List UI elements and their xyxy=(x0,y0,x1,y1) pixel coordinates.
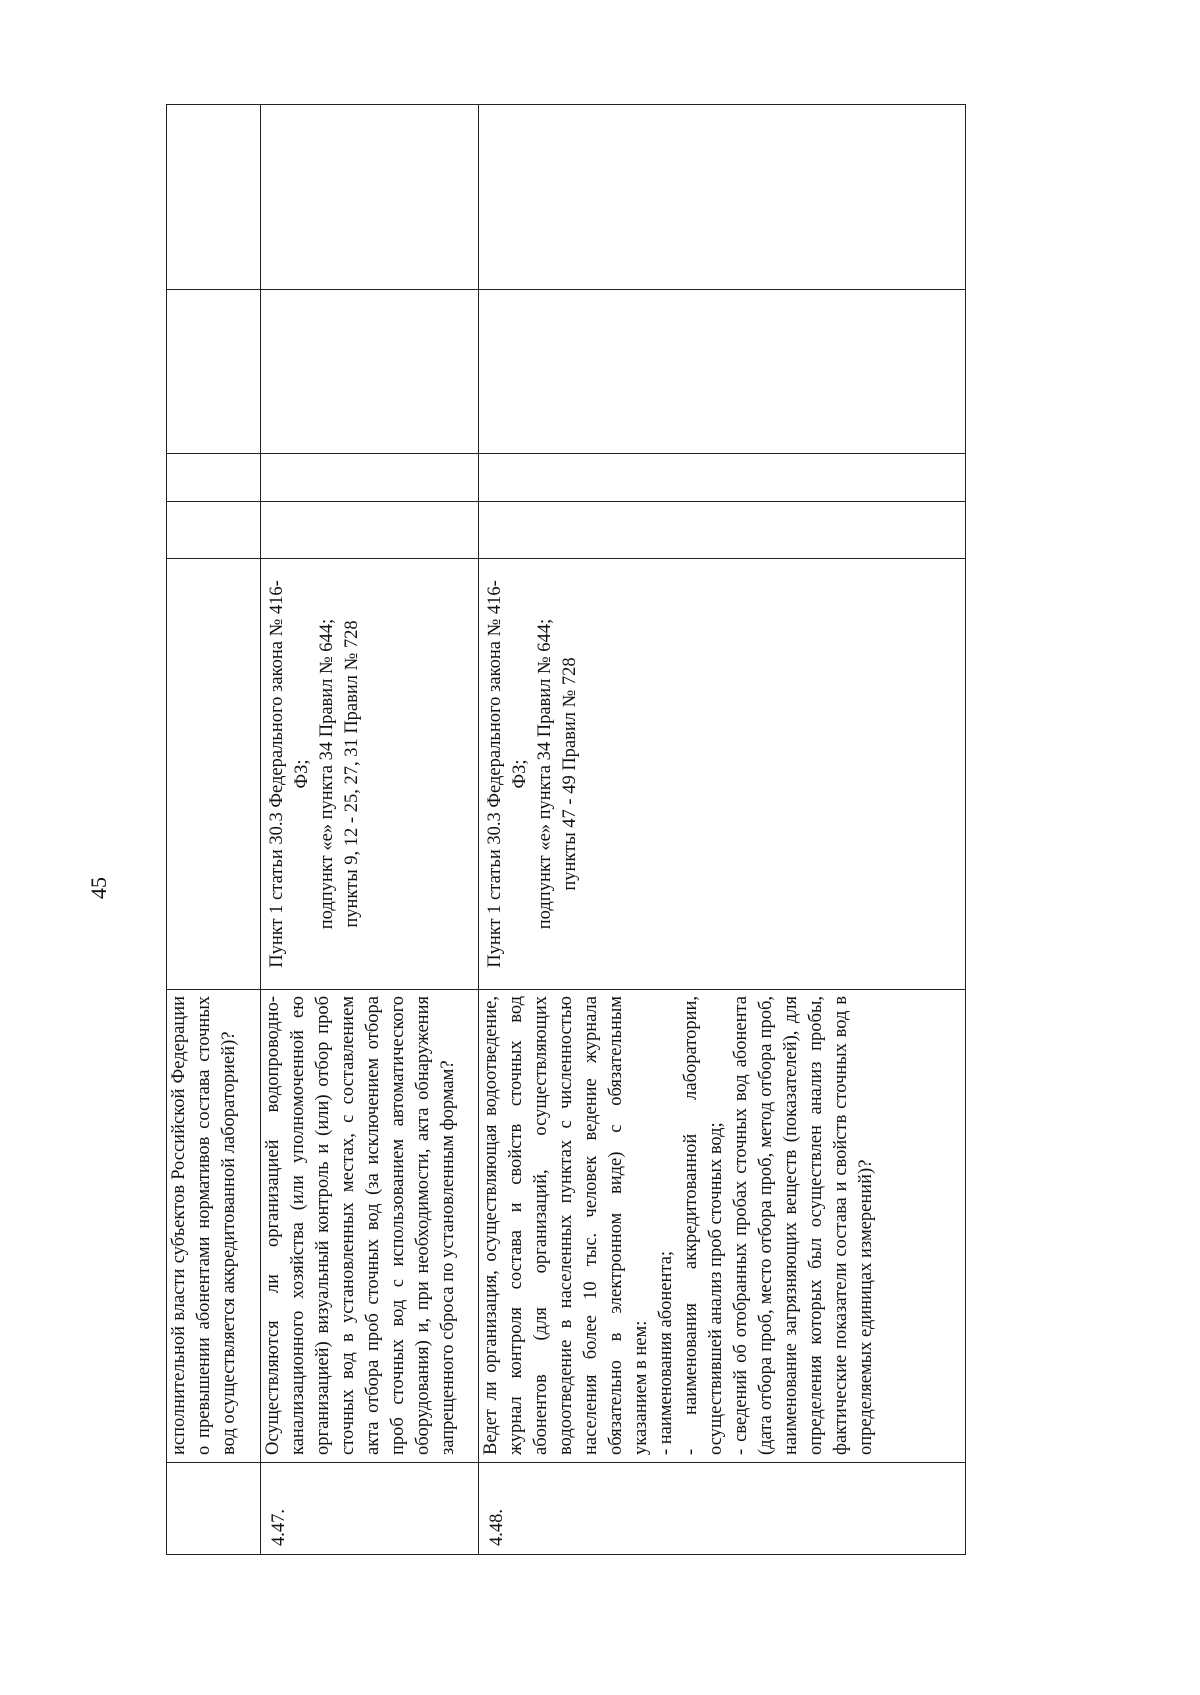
page-number: 45 xyxy=(86,877,111,899)
reference-line: подпункт «е» пункта 34 Правил № 644; xyxy=(317,618,337,930)
table-row xyxy=(261,105,479,1555)
list-item: - наименования аккредитованной лаборатории, осуществившей анализ проб сточных вод; xyxy=(681,996,726,1455)
table-row xyxy=(167,105,261,1555)
empty-cell xyxy=(479,502,966,559)
rotated-table-container xyxy=(166,105,966,1555)
question-text: исполнительной власти субъектов Российской Федерации о превышении абонентами нормативов состава сточных вод осуществляется аккредитованной лабораторией)? xyxy=(169,996,239,1455)
row-number: 4.47. xyxy=(261,1463,479,1555)
question-cell xyxy=(479,990,966,1463)
empty-cell xyxy=(167,105,261,290)
empty-cell xyxy=(479,454,966,502)
question-cell xyxy=(261,990,479,1463)
empty-cell xyxy=(167,502,261,559)
empty-cell xyxy=(167,454,261,502)
inspection-table xyxy=(166,104,966,1555)
empty-cell xyxy=(261,454,479,502)
empty-cell xyxy=(261,105,479,290)
empty-cell xyxy=(261,502,479,559)
reference-line: пункты 47 - 49 Правил № 728 xyxy=(560,657,580,891)
question-text: Осуществляются ли организацией водопроводно-канализационного хозяйства (или уполномоченной ею организацией) визуальный контроль и (или) отбор проб сточных вод в установленных местах, с составлением акта отбора проб сточных вод (за исключением отбора проб сточных вод с использованием автоматического оборудования) и, при необходимости, акта обнаружения запрещенного сброса по установленным формам? xyxy=(263,996,458,1455)
row-number: 4.48. xyxy=(479,1463,966,1555)
reference-line: пункты 9, 12 - 25, 27, 31 Правил № 728 xyxy=(342,620,362,928)
empty-cell xyxy=(167,290,261,454)
table-row xyxy=(479,105,966,1555)
reference-cell xyxy=(479,559,966,990)
question-cell xyxy=(167,990,261,1463)
reference-line: Пункт 1 статьи 30.3 Федерального закона № 416-ФЗ; xyxy=(485,580,530,968)
empty-cell xyxy=(261,290,479,454)
empty-cell xyxy=(479,290,966,454)
reference-cell xyxy=(261,559,479,990)
reference-cell xyxy=(167,559,261,990)
question-text: Ведет ли организация, осуществляющая водоотведение, журнал контроля состава и свойств сточных вод абонентов (для организаций, осуществляющих водоотведение в населенных пунктах с численностью населения более 10 тыс. человек ведение журнала обязательно в электронном виде) с обязательным указанием в нем: xyxy=(481,996,651,1455)
list-item: - сведений об отобранных пробах сточных вод абонента (дата отбора проб, место отбора проб, метод отбора проб, наименование загрязняющих веществ (показателей), для определения которых был осуществлен анализ пробы, фактические показатели состава и свойств сточных вод в определяемых единицах измерений)? xyxy=(731,996,876,1455)
row-number xyxy=(167,1463,261,1555)
empty-cell xyxy=(479,105,966,290)
reference-line: Пункт 1 статьи 30.3 Федерального закона № 416-ФЗ; xyxy=(267,580,312,968)
reference-line: подпункт «е» пункта 34 Правил № 644; xyxy=(535,618,555,930)
list-item: - наименования абонента; xyxy=(656,1250,676,1455)
